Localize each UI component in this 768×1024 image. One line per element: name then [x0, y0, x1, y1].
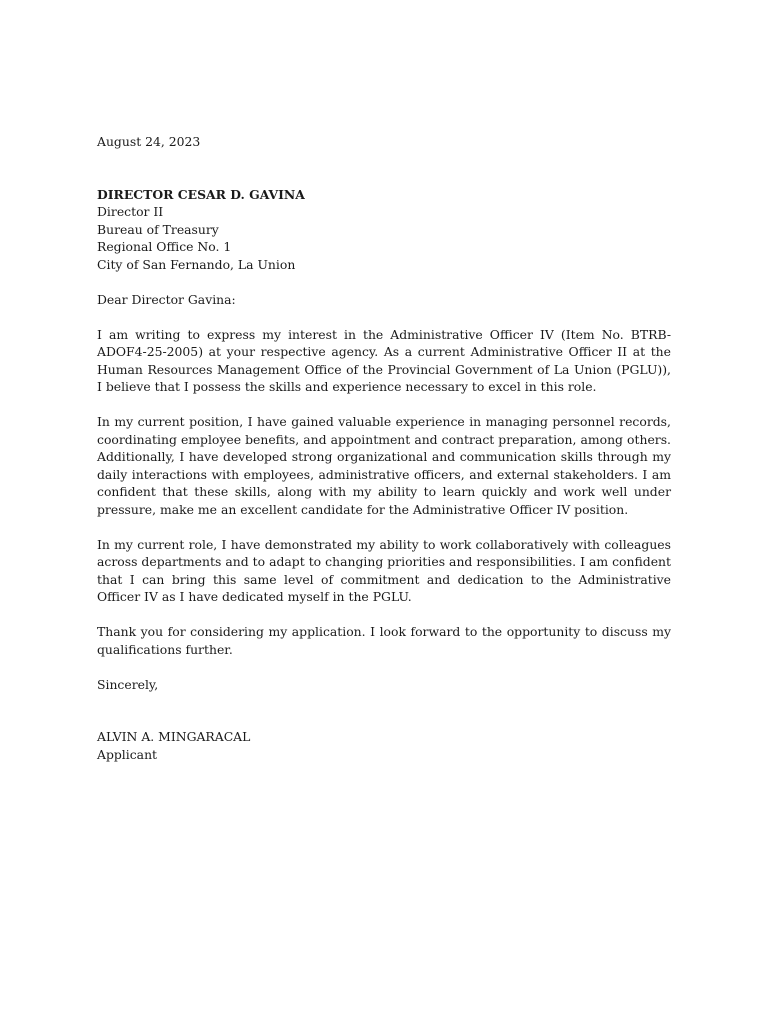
signature-block [97, 728, 671, 763]
recipient-location: City of San Fernando, La Union [97, 256, 296, 272]
body-paragraph-interest: I am writing to express my interest in the Administrative Officer IV (Item No. BTRB-ADOF4-25-2005) at your respective agency. As a current Administrative Officer II at the Human Resources Management Office of the Provincial Government of La Union (PGLU)), I believe that I possess the skills and experience necessary to excel in this role. [97, 326, 671, 394]
body-paragraph-thanks: Thank you for considering my application. I look forward to the opportunity to discuss my qualifications further. [97, 624, 671, 657]
closing: Sincerely, [97, 676, 159, 692]
recipient-block [97, 186, 671, 274]
salutation: Dear Director Gavina: [97, 291, 236, 307]
body-paragraph-experience: In my current position, I have gained valuable experience in managing personnel records, coordinating employee benefits, and appointment and contract preparation, among others. Additionally, I have developed strong organizational and communication skills through my daily interactions with employees, administrative officers, and external stakeholders. I am confident that these skills, along with my ability to learn quickly and work well under pressure, make me an excellent candidate for the Administrative Officer IV position. [97, 414, 671, 517]
recipient-organization: Bureau of Treasury [97, 221, 219, 237]
letter-date: August 24, 2023 [97, 134, 201, 149]
body-paragraph-collaboration: In my current role, I have demonstrated my ability to work collaboratively with colleagues across departments and to adapt to changing priorities and responsibilities. I am confident that I can bring this same level of commitment and dedication to the Administrative Officer IV as I have dedicated myself in the PGLU. [97, 536, 671, 604]
recipient-office: Regional Office No. 1 [97, 239, 232, 254]
recipient-title: Director II [97, 204, 164, 219]
signature-role: Applicant [97, 746, 158, 762]
signature-name: ALVIN A. MINGARACAL [97, 729, 251, 744]
recipient-name: DIRECTOR CESAR D. GAVINA [97, 186, 305, 202]
letter-body [97, 133, 671, 763]
